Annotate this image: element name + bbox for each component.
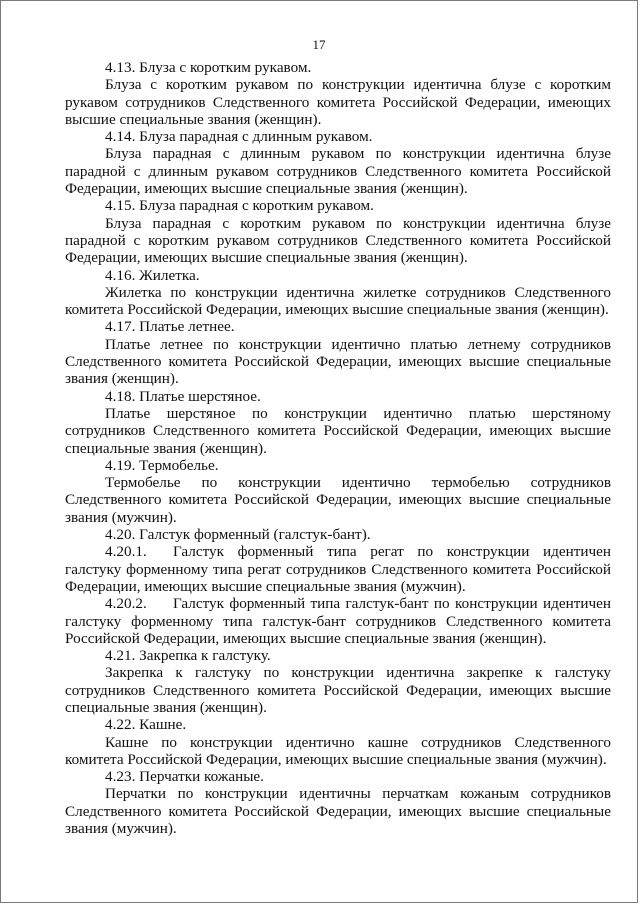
section-body: Кашне по конструкции идентично кашне сотрудников Следственного комитета Российской Федерации, имеющих высшие специальные звания (мужчин). bbox=[65, 733, 611, 768]
section-body: Платье летнее по конструкции идентично платью летнему сотрудников Следственного комитета Российской Федерации, имеющих высшие специальные звания (женщин). bbox=[65, 335, 611, 388]
section-body: Блуза парадная с длинным рукавом по конструкции идентична блузе парадной с длинным рукавом сотрудников Следственного комитета Российской Федерации, имеющих высшие специальные звания (женщин). bbox=[65, 145, 611, 198]
subsection-number: 4.20.1. bbox=[105, 543, 147, 561]
subsection-text: Галстук форменный типа регат по конструкции идентичен галстуку форменному типа регат сотрудников Следственного комитета Российской Федерации, имеющих высшие специальные звания (мужчин). bbox=[65, 543, 611, 595]
page-number: 17 bbox=[312, 37, 326, 52]
section-heading: 4.14. Блуза парадная с длинным рукавом. bbox=[105, 128, 373, 146]
section-heading: 4.13. Блуза с коротким рукавом. bbox=[105, 59, 312, 76]
subsection-text: Галстук форменный типа галстук-бант по конструкции идентичен галстуку форменному типа галстук-бант сотрудников Следственного комитета Российской Федерации, имеющих высшие специальные звания (женщин). bbox=[65, 595, 611, 647]
section-heading: 4.15. Блуза парадная с коротким рукавом. bbox=[105, 197, 374, 215]
section-heading: 4.16. Жилетка. bbox=[105, 266, 200, 284]
subsection-number: 4.20.2. bbox=[105, 595, 147, 613]
section-body: Блуза парадная с коротким рукавом по конструкции идентична блузе парадной с коротким рукавом сотрудников Следственного комитета Российской Федерации, имеющих высшие специальные звания (женщин). bbox=[65, 214, 611, 267]
section-heading: 4.18. Платье шерстяное. bbox=[105, 387, 261, 405]
section-heading: 4.17. Платье летнее. bbox=[105, 318, 235, 336]
section-body: Жилетка по конструкции идентична жилетке сотрудников Следственного комитета Российской Федерации, имеющих высшие специальные звания (женщин). bbox=[65, 283, 611, 319]
section-body: Блуза с коротким рукавом по конструкции идентична блузе с коротким рукавом сотрудников Следственного комитета Российской Федерации, имеющих высшие специальные звания (женщин). bbox=[65, 76, 611, 128]
section-body: Перчатки по конструкции идентичны перчаткам кожаным сотрудников Следственного комитета Российской Федерации, имеющих высшие специальные звания (мужчин). bbox=[65, 785, 611, 838]
document-body bbox=[65, 59, 611, 837]
section-body: Платье шерстяное по конструкции идентично платью шерстяному сотрудников Следственного комитета Российской Федерации, имеющих высшие специальные звания (женщин). bbox=[65, 404, 611, 457]
section-heading: 4.21. Закрепка к галстуку. bbox=[105, 647, 271, 665]
subsection bbox=[65, 543, 611, 595]
section-body: Термобелье по конструкции идентично термобелью сотрудников Следственного комитета Российской Федерации, имеющих высшие специальные звания (мужчин). bbox=[65, 474, 611, 526]
section-heading: 4.19. Термобелье. bbox=[105, 456, 219, 474]
section-body: Закрепка к галстуку по конструкции идентична закрепке к галстуку сотрудников Следственного комитета Российской Федерации, имеющих высшие специальные звания (женщин). bbox=[65, 664, 611, 716]
section-heading: 4.22. Кашне. bbox=[105, 716, 187, 734]
section-heading: 4.20. Галстук форменный (галстук-бант). bbox=[105, 526, 371, 544]
section-heading: 4.23. Перчатки кожаные. bbox=[105, 768, 264, 786]
subsection bbox=[65, 595, 611, 647]
